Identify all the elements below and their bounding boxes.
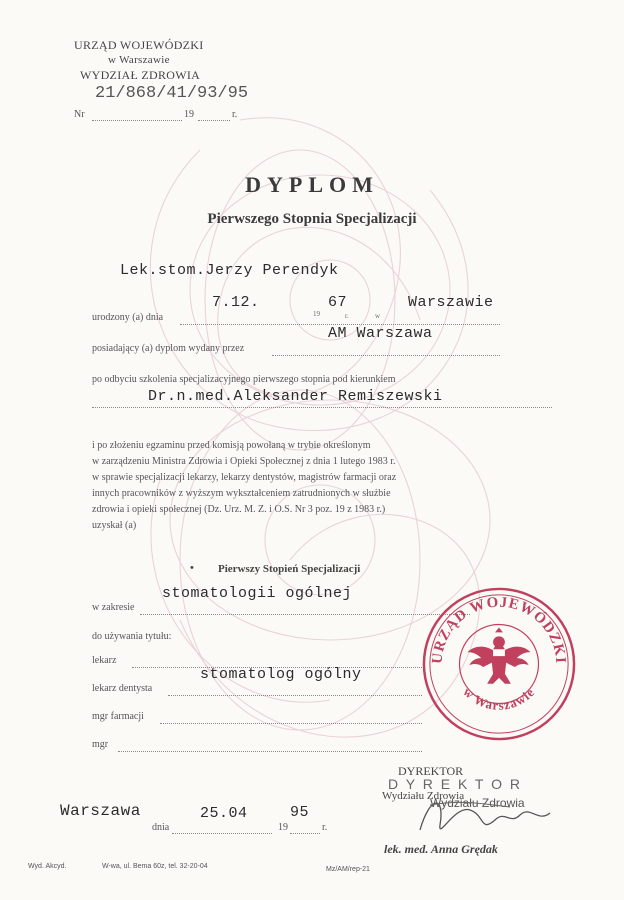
issue-date: 25.04 xyxy=(200,805,248,822)
page-title: DYPLOM xyxy=(245,172,379,197)
director-title: DYREKTOR xyxy=(398,764,464,778)
specialization-bullet: • xyxy=(190,562,194,574)
title-value: stomatolog ogólny xyxy=(200,666,362,683)
stamp-bottom-text: w Warszawie xyxy=(460,684,538,713)
issue-date-line xyxy=(172,833,272,834)
issue-year-r: r. xyxy=(322,822,328,833)
nr-label: Nr xyxy=(74,109,85,120)
exam-line-3: w sprawie specjalizacji lekarzy, lekarzy dentystów, magistrów farmacji oraz xyxy=(92,472,397,483)
birth-year-mark: 19 xyxy=(313,310,320,318)
page-subtitle: Pierwszego Stopnia Specjalizacji xyxy=(207,211,417,227)
diploma-line xyxy=(272,355,500,356)
director-name: lek. med. Anna Grędak xyxy=(384,842,498,856)
birth-day-month: 7.12. xyxy=(212,294,260,311)
issue-year-mark: 19 xyxy=(278,822,288,833)
exam-line-4: innych pracowników z wyższym wykształceniem zatrudnionych w służbie xyxy=(92,488,391,499)
supervisor-name: Dr.n.med.Aleksander Remiszewski xyxy=(148,388,443,405)
scope-label: w zakresie xyxy=(92,602,135,613)
footer-address: W-wa, ul. Bema 60z, tel. 32-20-04 xyxy=(102,863,208,870)
title-label-farmacja: mgr farmacji xyxy=(92,711,144,722)
title-line-3 xyxy=(160,723,422,724)
official-stamp xyxy=(420,585,578,743)
title-label-dentysta: lekarz dentysta xyxy=(92,683,153,694)
birth-place-w: w xyxy=(375,312,381,320)
birth-year: 67 xyxy=(328,294,348,311)
supervisor-line xyxy=(92,407,552,408)
nr-line xyxy=(92,120,182,121)
stamp-top-text: URZĄD WOJEWÓDZKI xyxy=(429,594,569,665)
specialization-heading: Pierwszy Stopień Specjalizacji xyxy=(218,563,361,575)
registry-number: 21/868/41/93/95 xyxy=(95,84,249,103)
title-label-lekarz: lekarz xyxy=(92,655,117,666)
footer-printer: Wyd. Akcyd. xyxy=(28,863,67,870)
born-label: urodzony (a) dnia xyxy=(92,312,164,323)
issue-year: 95 xyxy=(290,804,310,821)
exam-line-6: uzyskał (a) xyxy=(92,520,137,531)
diploma-issuer: AM Warszawa xyxy=(328,325,433,342)
director-signature xyxy=(400,785,575,845)
director-department-stamp: Wydziału Zdrowia xyxy=(430,796,525,810)
office-name: URZĄD WOJEWÓDZKI xyxy=(74,38,204,52)
issue-date-label: dnia xyxy=(152,822,170,833)
person-name: Lek.stom.Jerzy Perendyk xyxy=(120,262,339,279)
nr-year-suffix: r. xyxy=(232,109,238,120)
eagle-emblem-icon xyxy=(467,627,530,683)
exam-line-2: w zarządzeniu Ministra Zdrowia i Opieki Społecznej z dnia 1 lutego 1983 r. xyxy=(92,456,396,467)
issue-city: Warszawa xyxy=(60,802,141,820)
title-line-2 xyxy=(168,695,422,696)
department-name: WYDZIAŁ ZDROWIA xyxy=(80,68,201,82)
office-city: w Warszawie xyxy=(108,54,170,66)
birth-year-r: r. xyxy=(345,312,349,320)
specialization-scope: stomatologii ogólnej xyxy=(162,585,353,602)
exam-line-1: i po złożeniu egzaminu przed komisją powołaną w trybie określonym xyxy=(92,440,371,451)
nr-year-line xyxy=(198,120,230,121)
title-line-4 xyxy=(118,751,422,752)
svg-text:w Warszawie xyxy=(460,685,537,713)
nr-year-prefix: 19 xyxy=(184,109,194,120)
title-label-mgr: mgr xyxy=(92,739,109,750)
director-overprint: D Y R E K T O R xyxy=(388,776,523,792)
birth-place: Warszawie xyxy=(408,294,494,311)
issue-year-line xyxy=(290,833,320,834)
exam-line-5: zdrowia i opieki społecznej (Dz. Urz. M. Z. i O.S. Nr 3 poz. 19 z 1983 r.) xyxy=(92,504,386,515)
footer-code: Mz/AM/rep-21 xyxy=(326,866,370,873)
training-intro: po odbyciu szkolenia specjalizacyjnego pierwszego stopnia pod kierunkiem xyxy=(92,374,396,385)
director-department-typed: Wydziału Zdrowia xyxy=(382,790,465,802)
diploma-label: posiadający (a) dyplom wydany przez xyxy=(92,343,245,354)
title-use-label: do używania tytułu: xyxy=(92,631,172,642)
